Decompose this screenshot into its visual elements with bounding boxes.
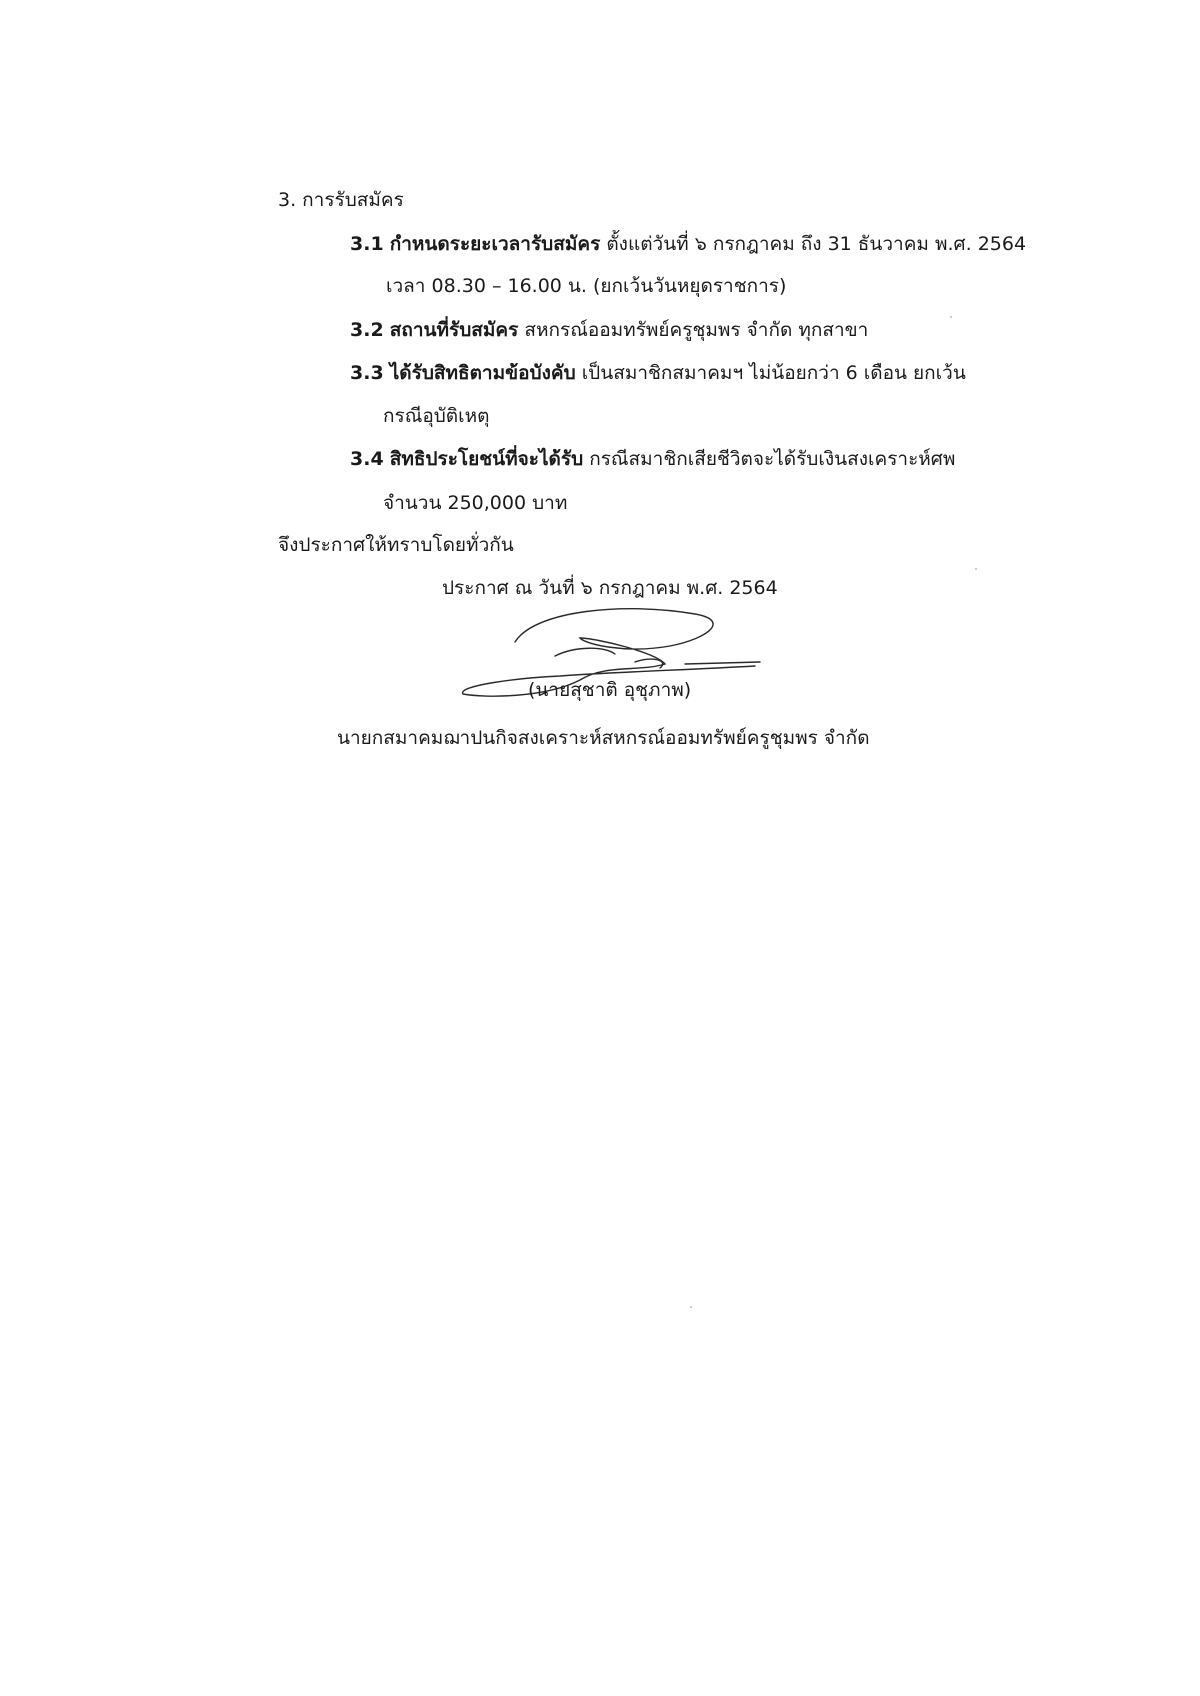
section-heading: 3. การรับสมัคร (278, 189, 404, 211)
signer-title: นายกสมาคมฌาปนกิจสงเคราะห์สหกรณ์ออมทรัพย์ครูชุมพร จำกัด (337, 727, 870, 749)
item-text: กรณีสมาชิกเสียชีวิตจะได้รับเงินสงเคราะห์ศพ (589, 448, 956, 470)
item-text: สหกรณ์ออมทรัพย์ครูชุมพร จำกัด ทุกสาขา (524, 319, 869, 341)
scan-speck (950, 316, 952, 318)
closing-statement: จึงประกาศให้ทราบโดยทั่วกัน (278, 534, 514, 556)
signer-name: (นายสุชาติ อุชุภาพ) (528, 679, 692, 701)
item-heading: กำหนดระยะเวลารับสมัคร (389, 233, 601, 255)
item-heading: ได้รับสิทธิตามข้อบังคับ (389, 362, 576, 384)
item-text: เป็นสมาชิกสมาคมฯ ไม่น้อยกว่า 6 เดือน ยกเว้น (581, 362, 966, 384)
item-3-3-continuation: กรณีอุบัติเหตุ (383, 405, 490, 427)
item-number: 3.3 (350, 362, 384, 384)
item-number: 3.1 (350, 233, 384, 255)
item-text: ตั้งแต่วันที่ ๖ กรกฎาคม ถึง 31 ธันวาคม พ.ศ. 2564 (606, 233, 1027, 255)
announcement-date: ประกาศ ณ วันที่ ๖ กรกฎาคม พ.ศ. 2564 (442, 577, 778, 599)
item-3-1 (350, 230, 1026, 258)
scan-speck (975, 568, 977, 570)
item-3-1-continuation: เวลา 08.30 – 16.00 น. (ยกเว้นวันหยุดราชการ) (386, 275, 787, 297)
item-3-2 (350, 316, 868, 344)
item-3-3 (350, 359, 966, 387)
item-heading: สถานที่รับสมัคร (389, 319, 519, 341)
item-number: 3.2 (350, 319, 384, 341)
item-3-4 (350, 445, 955, 473)
item-heading: สิทธิประโยชน์ที่จะได้รับ (389, 448, 584, 470)
signature-image (455, 602, 775, 722)
scan-speck (690, 1306, 692, 1308)
item-number: 3.4 (350, 448, 384, 470)
item-3-4-continuation: จำนวน 250,000 บาท (383, 492, 568, 514)
